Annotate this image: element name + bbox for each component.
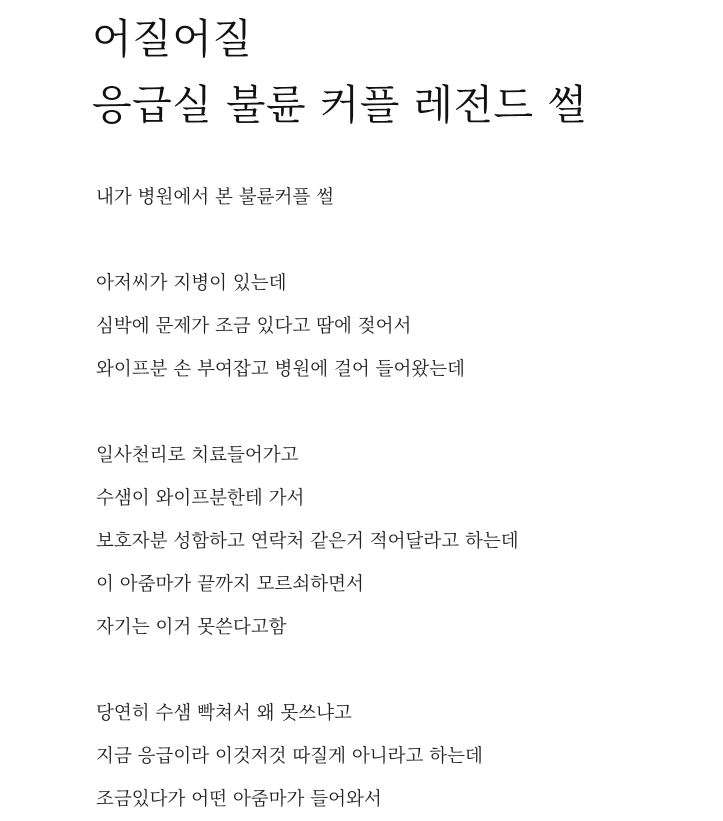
post-title-line-2: 응급실 불륜 커플 레전드 썰 [92, 81, 588, 129]
paragraph-gap [96, 391, 713, 434]
paragraph-3 [96, 692, 713, 821]
text-line: 보호자분 성함하고 연락처 같은거 적어달라고 하는데 [96, 531, 519, 552]
text-line: 자기는 이거 못쓴다고함 [96, 617, 287, 638]
text-line: 일사천리로 치료들어가고 [96, 445, 299, 466]
intro-line: 내가 병원에서 본 불륜커플 썰 [96, 187, 334, 208]
text-line: 조금있다가 어떤 아줌마가 들어와서 [96, 789, 382, 810]
text-line: 심박에 문제가 조금 있다고 땀에 젖어서 [96, 316, 412, 337]
text-line: 이 아줌마가 끝까지 모르쇠하면서 [96, 574, 364, 595]
paragraph-gap [96, 649, 713, 692]
text-line: 당연히 수샘 빡쳐서 왜 못쓰냐고 [96, 703, 352, 724]
text-line: 수샘이 와이프분한테 가서 [96, 488, 305, 509]
post-body [96, 176, 713, 821]
paragraph-gap [96, 219, 713, 262]
text-line: 와이프분 손 부여잡고 병원에 걸어 들어왔는데 [96, 359, 465, 380]
text-line: 지금 응급이라 이것저것 따질게 아니라고 하는데 [96, 746, 483, 767]
paragraph-2 [96, 434, 713, 649]
post-title [92, 6, 587, 138]
paragraph-1 [96, 262, 713, 391]
text-line: 아저씨가 지병이 있는데 [96, 273, 287, 294]
post-title-line-1: 어질어질 [92, 15, 253, 63]
